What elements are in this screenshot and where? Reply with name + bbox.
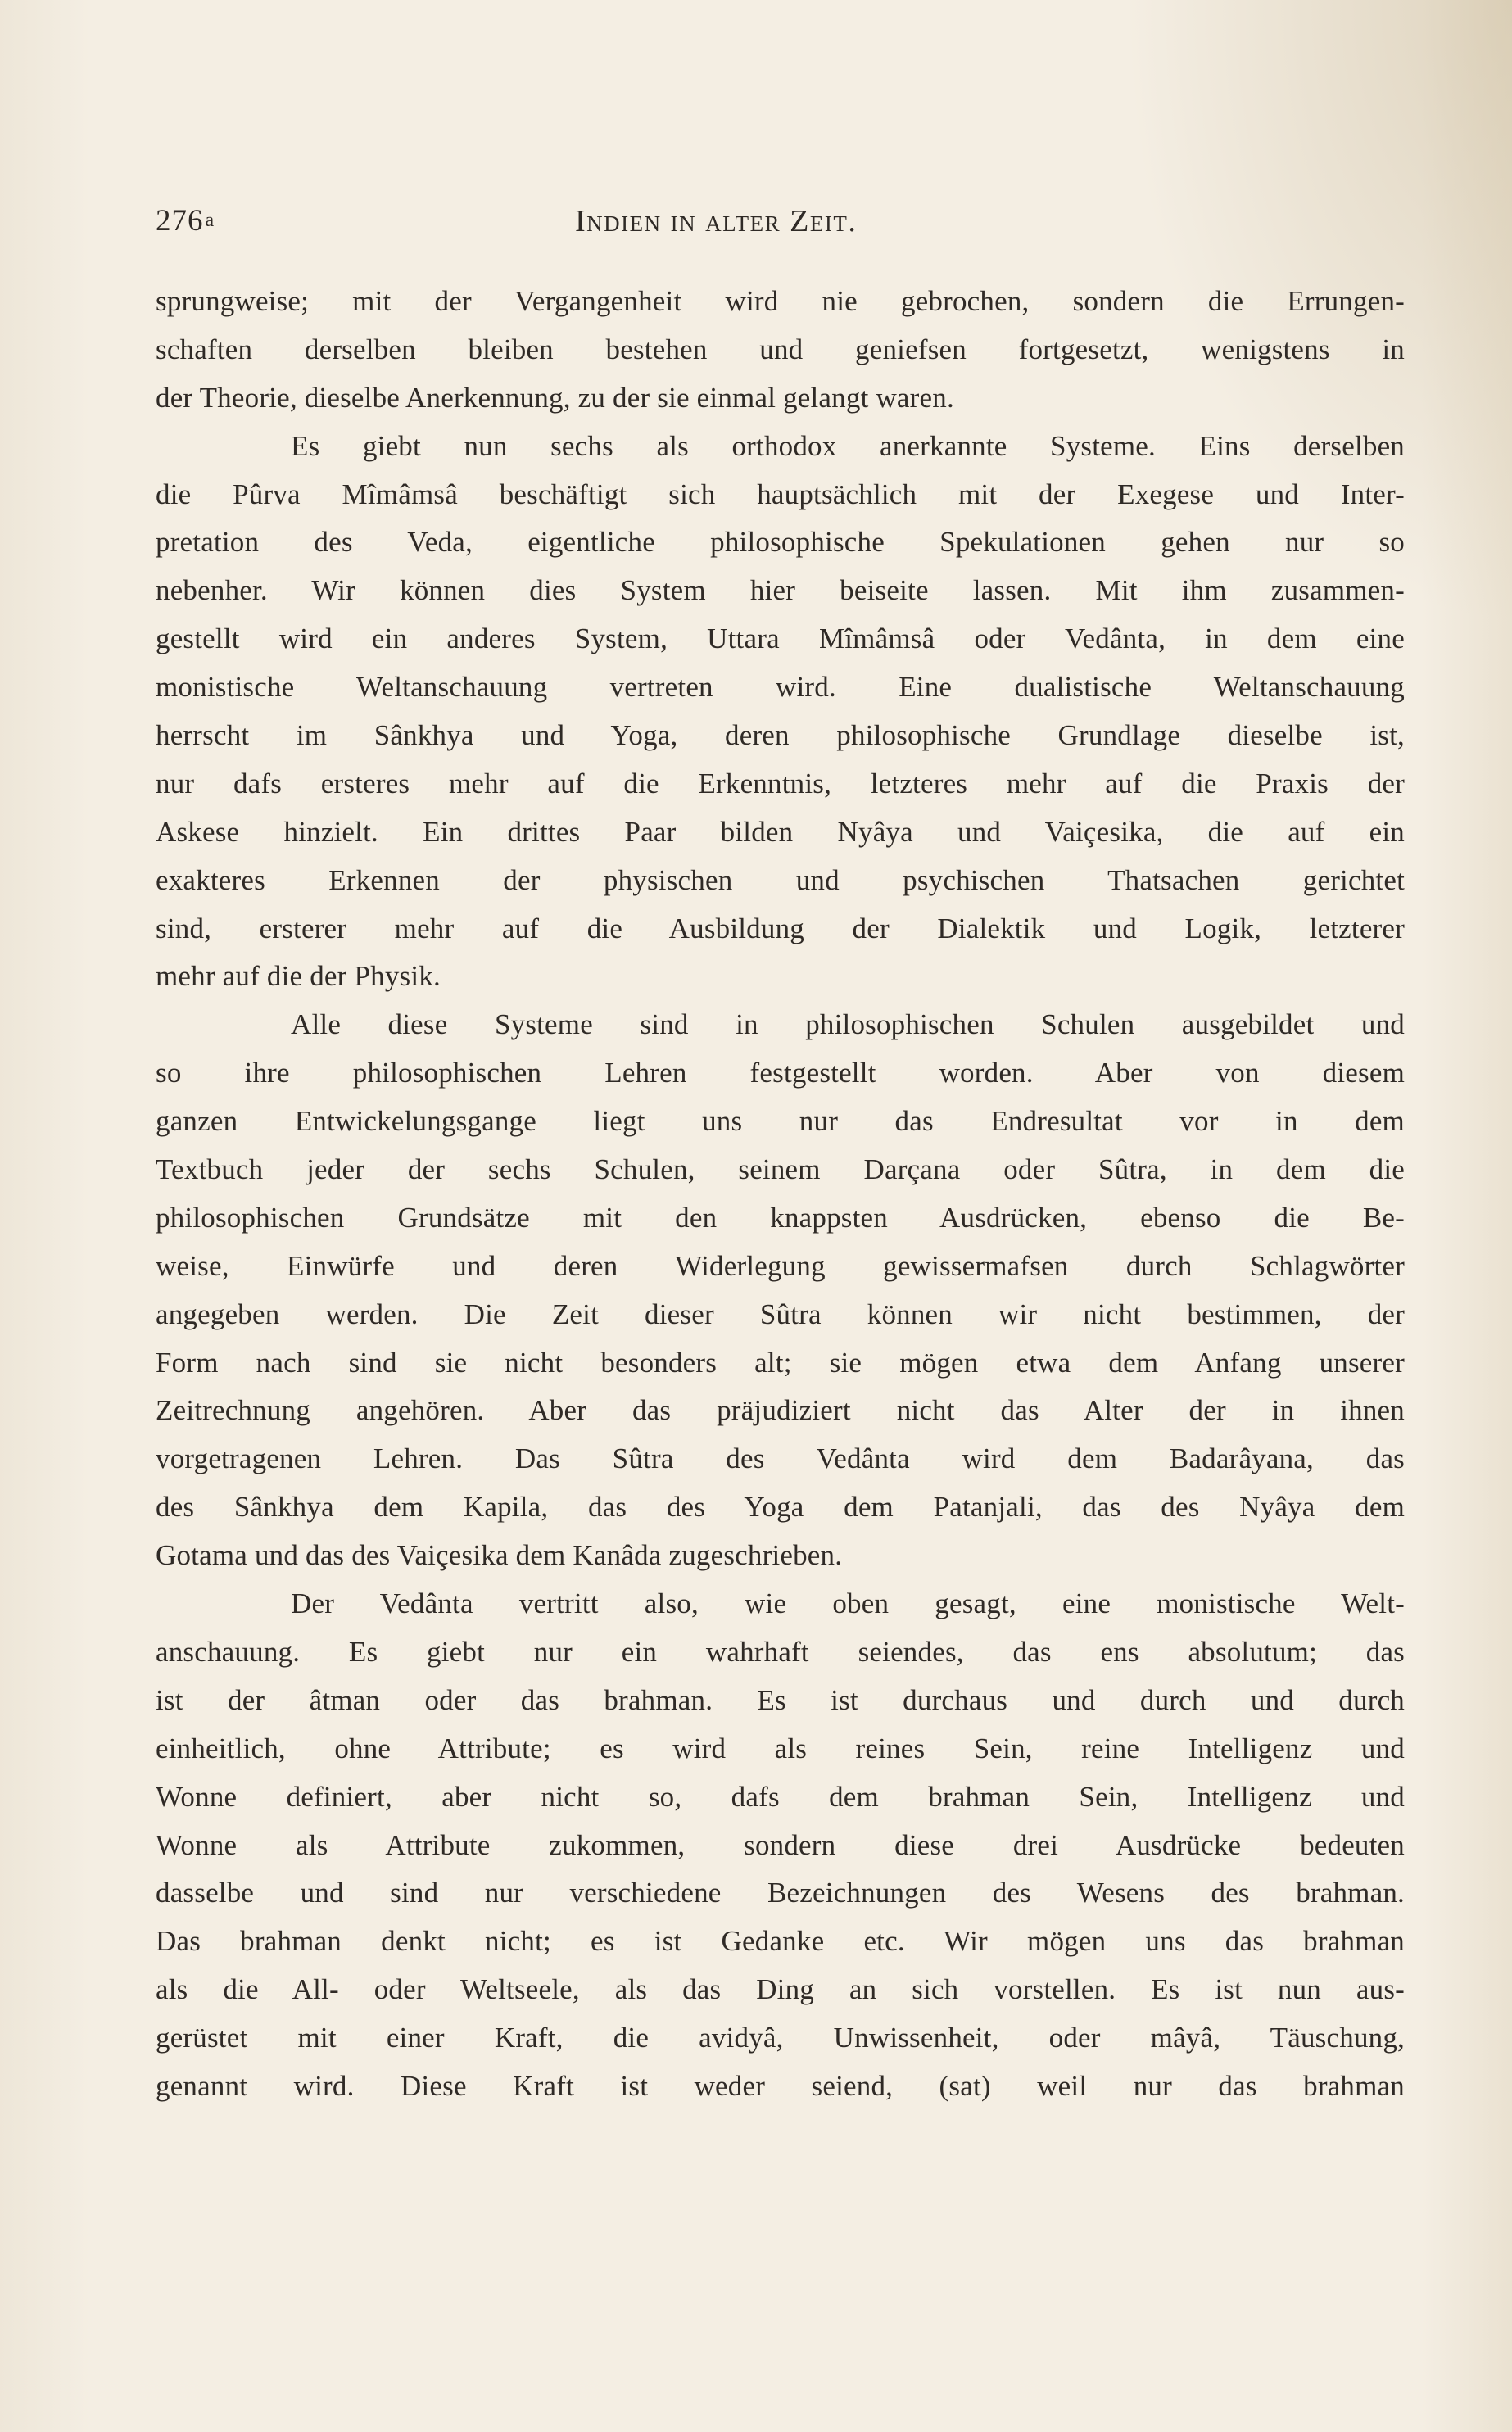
text-line: genannt wird. Diese Kraft ist weder seiend, (sat) weil nur das brahman xyxy=(156,2069,1405,2102)
text-line: die Pûrva Mîmâmsâ beschäftigt sich hauptsächlich mit der Exegese und Inter- xyxy=(156,478,1405,510)
text-line: pretation des Veda, eigentliche philosophische Spekulationen gehen nur so xyxy=(156,526,1405,559)
page-header xyxy=(156,203,1451,244)
text-line: Gotama und das des Vaiçesika dem Kanâda zugeschrieben. xyxy=(156,1539,843,1572)
text-line: als die All- oder Weltseele, als das Ding an sich vorstellen. Es ist nun aus- xyxy=(156,1973,1405,2006)
text-line: Alle diese Systeme sind in philosophischen Schulen ausgebildet und xyxy=(291,1008,1405,1041)
text-line: einheitlich, ohne Attribute; es wird als reines Sein, reine Intelligenz und xyxy=(156,1732,1405,1764)
text-line: Es giebt nun sechs als orthodox anerkannte Systeme. Eins derselben xyxy=(291,429,1405,462)
text-line: Der Vedânta vertritt also, wie oben gesagt, eine monistische Welt- xyxy=(291,1587,1405,1620)
text-line: Wonne definiert, aber nicht so, dafs dem brahman Sein, Intelligenz und xyxy=(156,1780,1405,1813)
text-line: ist der âtman oder das brahman. Es ist durchaus und durch und durch xyxy=(156,1683,1405,1716)
text-line: angegeben werden. Die Zeit dieser Sûtra können wir nicht bestimmen, der xyxy=(156,1298,1405,1330)
text-line: nur dafs ersteres mehr auf die Erkenntnis, letzteres mehr auf die Praxis der xyxy=(156,767,1405,799)
text-line: dasselbe und sind nur verschiedene Bezeichnungen des Wesens des brahman. xyxy=(156,1877,1405,1909)
text-line: sind, ersterer mehr auf die Ausbildung der Dialektik und Logik, letzterer xyxy=(156,912,1405,944)
text-line: philosophischen Grundsätze mit den knappsten Ausdrücken, ebenso die Be- xyxy=(156,1201,1405,1234)
text-line: Das brahman denkt nicht; es ist Gedanke etc. Wir mögen uns das brahman xyxy=(156,1925,1405,1958)
text-line: Textbuch jeder der sechs Schulen, seinem Darçana oder Sûtra, in dem die xyxy=(156,1153,1405,1186)
text-line: herrscht im Sânkhya und Yoga, deren philosophische Grundlage dieselbe ist, xyxy=(156,719,1405,752)
text-line: Wonne als Attribute zukommen, sondern diese drei Ausdrücke bedeuten xyxy=(156,1828,1405,1861)
text-line: anschauung. Es giebt nur ein wahrhaft seiendes, das ens absolutum; das xyxy=(156,1635,1405,1668)
text-line: Askese hinzielt. Ein drittes Paar bilden Nyâya und Vaiçesika, die auf ein xyxy=(156,815,1405,848)
text-line: vorgetragenen Lehren. Das Sûtra des Vedânta wird dem Badarâyana, das xyxy=(156,1442,1405,1475)
text-line: des Sânkhya dem Kapila, das des Yoga dem Patanjali, das des Nyâya dem xyxy=(156,1491,1405,1524)
text-line: schaften derselben bleiben bestehen und geniefsen fortgesetzt, wenigstens in xyxy=(156,333,1405,365)
text-line: monistische Weltanschauung vertreten wird. Eine dualistische Weltanschauung xyxy=(156,671,1405,704)
text-line: Zeitrechnung angehören. Aber das präjudiziert nicht das Alter der in ihnen xyxy=(156,1394,1405,1427)
text-line: so ihre philosophischen Lehren festgestellt worden. Aber von diesem xyxy=(156,1057,1405,1089)
text-line: exakteres Erkennen der physischen und psychischen Thatsachen gerichtet xyxy=(156,863,1405,896)
page-number: 276$^a$ xyxy=(156,204,215,238)
text-line: nebenher. Wir können dies System hier beiseite lassen. Mit ihm zusammen- xyxy=(156,574,1405,607)
page-number-suffix: a xyxy=(205,210,215,231)
text-line: mehr auf die der Physik. xyxy=(156,960,441,993)
text-line: der Theorie, dieselbe Anerkennung, zu der sie einmal gelangt waren. xyxy=(156,381,954,414)
text-line: Form nach sind sie nicht besonders alt; sie mögen etwa dem Anfang unserer xyxy=(156,1346,1405,1379)
text-line: gestellt wird ein anderes System, Uttara Mîmâmsâ oder Vedânta, in dem eine xyxy=(156,623,1405,655)
running-title: Indien in alter Zeit. xyxy=(575,204,858,238)
body-text xyxy=(156,278,1405,2111)
text-line: weise, Einwürfe und deren Widerlegung gewissermafsen durch Schlagwörter xyxy=(156,1249,1405,1282)
text-line: gerüstet mit einer Kraft, die avidyâ, Unwissenheit, oder mâyâ, Täuschung, xyxy=(156,2022,1405,2054)
text-line: ganzen Entwickelungsgange liegt uns nur das Endresultat vor in dem xyxy=(156,1105,1405,1138)
text-line: sprungweise; mit der Vergangenheit wird nie gebrochen, sondern die Errungen- xyxy=(156,285,1405,317)
